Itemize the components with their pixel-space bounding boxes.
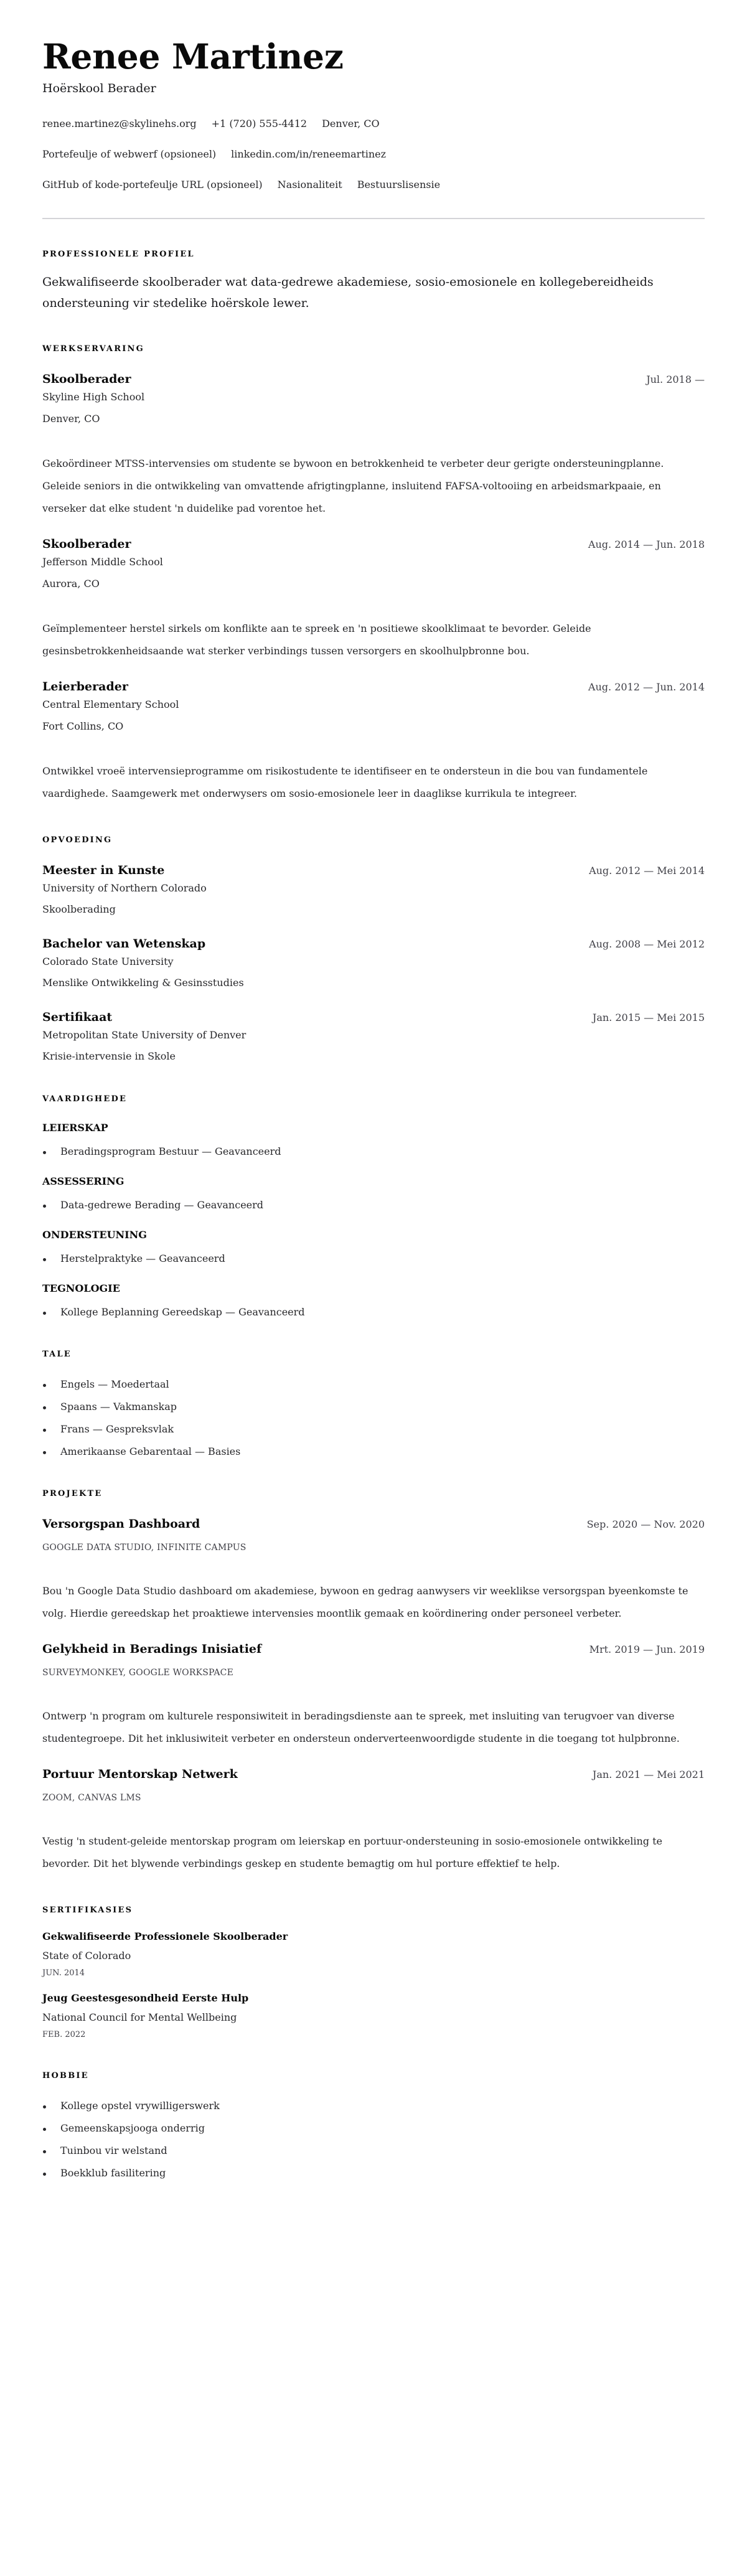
project-technologies: GOOGLE DATA STUDIO, INFINITE CAMPUS bbox=[42, 1543, 247, 1553]
field-of-study: Skoolberading bbox=[42, 903, 116, 915]
job-description: Geïmplementeer herstel sirkels om konflikte aan te spreek en 'n positiewe skoolklimaat te bevorder. Geleide gesinsbetrokkenheidsaande wat sterker verbindings tussen versorgers en skoolhulpbronne bou. bbox=[42, 623, 591, 657]
linkedin-link[interactable]: linkedin.com/in/reneemartinez bbox=[231, 148, 387, 160]
section-heading: VAARDIGHEDE bbox=[42, 1094, 128, 1104]
contact-row-links bbox=[42, 148, 705, 161]
project-entry bbox=[42, 1641, 705, 1750]
section-heading: TALE bbox=[42, 1350, 72, 1359]
certification-issuer: National Council for Mental Wellbeing bbox=[42, 2011, 237, 2023]
degree-dates: Aug. 2008 — Mei 2012 bbox=[589, 938, 705, 950]
skill-item: Beradingsprogram Bestuur — Geavanceerd bbox=[42, 1145, 705, 1159]
skill-item: Kollege Beplanning Gereedskap — Geavanceerd bbox=[42, 1305, 705, 1319]
degree-title: Sertifikaat bbox=[42, 1010, 113, 1024]
employer: Central Elementary School bbox=[42, 698, 179, 710]
field-of-study: Krisie-intervensie in Skole bbox=[42, 1050, 176, 1062]
degree-title: Meester in Kunste bbox=[42, 863, 165, 877]
nationality-text: Nasionaliteit bbox=[277, 179, 342, 190]
project-entry bbox=[42, 1516, 705, 1625]
job-title: Skoolberader bbox=[42, 537, 131, 551]
project-description: Ontwerp 'n program om kulturele responsiwiteit in beradingsdienste aan te spreek, met insluiting van terugvoer van diverse studentegroepe. Dit het inklusiwiteit verbeter en ondersteun onderverteenwoordigde studente in die toegang tot hulpbronne. bbox=[42, 1710, 680, 1744]
contact-row-primary bbox=[42, 117, 705, 131]
certification-date: FEB. 2022 bbox=[42, 2030, 86, 2039]
project-dates: Jan. 2021 — Mei 2021 bbox=[592, 1769, 705, 1780]
project-technologies: ZOOM, CANVAS LMS bbox=[42, 1793, 141, 1803]
skill-category: TEGNOLOGIE bbox=[42, 1282, 120, 1294]
job-description: Ontwikkel vroeë intervensieprogramme om risikostudente te identifiseer en te ondersteun in die bou van fundamentele vaardighede. Saamgewerk met onderwysers om sosio-emosionele leer in daaglikse kurrikula te integreer. bbox=[42, 765, 648, 799]
experience-entry bbox=[42, 536, 705, 662]
skill-group bbox=[42, 1228, 705, 1266]
hobby-item: Gemeenskapsjooga onderrig bbox=[42, 2122, 705, 2135]
certification-name: Gekwalifiseerde Professionele Skoolberader bbox=[42, 1930, 288, 1942]
degree-title: Bachelor van Wetenskap bbox=[42, 937, 206, 951]
school-name: University of Northern Colorado bbox=[42, 882, 207, 894]
project-title: Versorgspan Dashboard bbox=[42, 1517, 200, 1531]
project-description: Vestig 'n student-geleide mentorskap program om leierskap en portuur-ondersteuning in sosio-emosionele ontwikkeling te bevorder. Dit het blywende verbindings geskep en studente bemagtig om hul porture effektief te help. bbox=[42, 1835, 663, 1869]
education-entry bbox=[42, 862, 705, 917]
certification-issuer: State of Colorado bbox=[42, 1950, 131, 1962]
job-title: Leierberader bbox=[42, 680, 128, 693]
job-dates: Aug. 2014 — Jun. 2018 bbox=[588, 538, 705, 550]
hobby-item: Tuinbou vir welstand bbox=[42, 2144, 705, 2158]
section-heading: WERKSERVARING bbox=[42, 344, 144, 354]
skill-group bbox=[42, 1175, 705, 1212]
skill-category: ASSESSERING bbox=[42, 1175, 125, 1187]
job-location: Fort Collins, CO bbox=[42, 720, 124, 732]
skill-item: Data-gedrewe Berading — Geavanceerd bbox=[42, 1198, 705, 1212]
github-link[interactable]: GitHub of kode-portefeulje URL (opsioneel) bbox=[42, 179, 263, 190]
section-heading: PROFESSIONELE PROFIEL bbox=[42, 250, 195, 259]
employer: Skyline High School bbox=[42, 391, 145, 403]
job-description: Gekoördineer MTSS-intervensies om studente se bywoon en betrokkenheid te verbeter deur gerigte ondersteuningplanne. Geleide seniors in die ontwikkeling van omvattende afrigtingplanne, insluitend FAFSA-voltooiing en arbeidsmarkpaaie, en verseker dat elke student 'n duidelike pad vorentoe het. bbox=[42, 458, 664, 514]
school-name: Colorado State University bbox=[42, 956, 174, 967]
employer: Jefferson Middle School bbox=[42, 556, 163, 568]
contact-row-extra bbox=[42, 178, 705, 192]
phone-number[interactable]: +1 (720) 555-4412 bbox=[211, 118, 308, 129]
candidate-name: Renee Martinez bbox=[42, 36, 344, 77]
certification-date: JUN. 2014 bbox=[42, 1968, 85, 1978]
education-entry bbox=[42, 1009, 705, 1064]
section-heading: SERTIFIKASIES bbox=[42, 1906, 133, 1915]
education-entry bbox=[42, 936, 705, 990]
project-dates: Sep. 2020 — Nov. 2020 bbox=[586, 1518, 705, 1530]
certifications-section bbox=[42, 1905, 705, 2041]
portfolio-link[interactable]: Portefeulje of webwerf (opsioneel) bbox=[42, 148, 217, 160]
job-title: Skoolberader bbox=[42, 372, 131, 386]
skills-section bbox=[42, 1094, 705, 1319]
project-title: Portuur Mentorskap Netwerk bbox=[42, 1767, 238, 1781]
experience-section bbox=[42, 344, 705, 805]
contact-info bbox=[42, 117, 705, 192]
field-of-study: Menslike Ontwikkeling & Gesinsstudies bbox=[42, 977, 244, 989]
profile-summary: Gekwalifiseerde skoolberader wat data-gedrewe akademiese, sosio-emosionele en kollegebereidheids ondersteuning vir stedelike hoërskole lewer. bbox=[42, 275, 654, 310]
degree-dates: Jan. 2015 — Mei 2015 bbox=[592, 1012, 705, 1023]
candidate-title: Hoërskool Berader bbox=[42, 82, 156, 95]
location-text: Denver, CO bbox=[322, 118, 380, 129]
section-heading: OPVOEDING bbox=[42, 835, 113, 845]
skill-category: LEIERSKAP bbox=[42, 1122, 108, 1134]
project-technologies: SURVEYMONKEY, GOOGLE WORKSPACE bbox=[42, 1668, 234, 1678]
language-item: Spaans — Vakmanskap bbox=[42, 1400, 705, 1414]
hobbies-section bbox=[42, 2071, 705, 2180]
experience-entry bbox=[42, 679, 705, 805]
certification-entry bbox=[42, 1930, 705, 1979]
language-item: Amerikaanse Gebarentaal — Basies bbox=[42, 1445, 705, 1459]
job-dates: Jul. 2018 — bbox=[646, 374, 705, 385]
education-section bbox=[42, 835, 705, 1064]
job-dates: Aug. 2012 — Jun. 2014 bbox=[588, 681, 705, 693]
language-item: Frans — Gespreksvlak bbox=[42, 1422, 705, 1436]
email-link[interactable]: renee.martinez@skylinehs.org bbox=[42, 118, 197, 129]
project-title: Gelykheid in Beradings Inisiatief bbox=[42, 1642, 262, 1656]
skill-group bbox=[42, 1121, 705, 1159]
languages-section bbox=[42, 1349, 705, 1459]
section-heading: HOBBIE bbox=[42, 2071, 89, 2080]
projects-section bbox=[42, 1488, 705, 1875]
job-location: Aurora, CO bbox=[42, 578, 100, 590]
hobby-item: Boekklub fasilitering bbox=[42, 2166, 705, 2180]
degree-dates: Aug. 2012 — Mei 2014 bbox=[589, 865, 705, 877]
skill-category: ONDERSTEUNING bbox=[42, 1229, 147, 1241]
resume-header bbox=[42, 36, 705, 219]
profile-section bbox=[42, 249, 705, 314]
skill-item: Herstelpraktyke — Geavanceerd bbox=[42, 1252, 705, 1266]
drivers-license-text: Bestuurslisensie bbox=[357, 179, 441, 190]
hobby-item: Kollege opstel vrywilligerswerk bbox=[42, 2099, 705, 2113]
job-location: Denver, CO bbox=[42, 413, 100, 425]
skill-group bbox=[42, 1282, 705, 1319]
header-divider bbox=[42, 218, 705, 219]
certification-name: Jeug Geestesgesondheid Eerste Hulp bbox=[42, 1992, 249, 2004]
certification-entry bbox=[42, 1991, 705, 2041]
school-name: Metropolitan State University of Denver bbox=[42, 1029, 247, 1041]
language-item: Engels — Moedertaal bbox=[42, 1378, 705, 1391]
project-dates: Mrt. 2019 — Jun. 2019 bbox=[589, 1643, 705, 1655]
section-heading: PROJEKTE bbox=[42, 1489, 103, 1498]
experience-entry bbox=[42, 371, 705, 520]
project-entry bbox=[42, 1766, 705, 1875]
project-description: Bou 'n Google Data Studio dashboard om akademiese, bywoon en gedrag aanwysers vir weeklikse versorgspan byeenkomste te volg. Hierdie gereedskap het proaktiewe intervensies moontlik gemaak en koördinering onder personeel verbeter. bbox=[42, 1585, 688, 1619]
